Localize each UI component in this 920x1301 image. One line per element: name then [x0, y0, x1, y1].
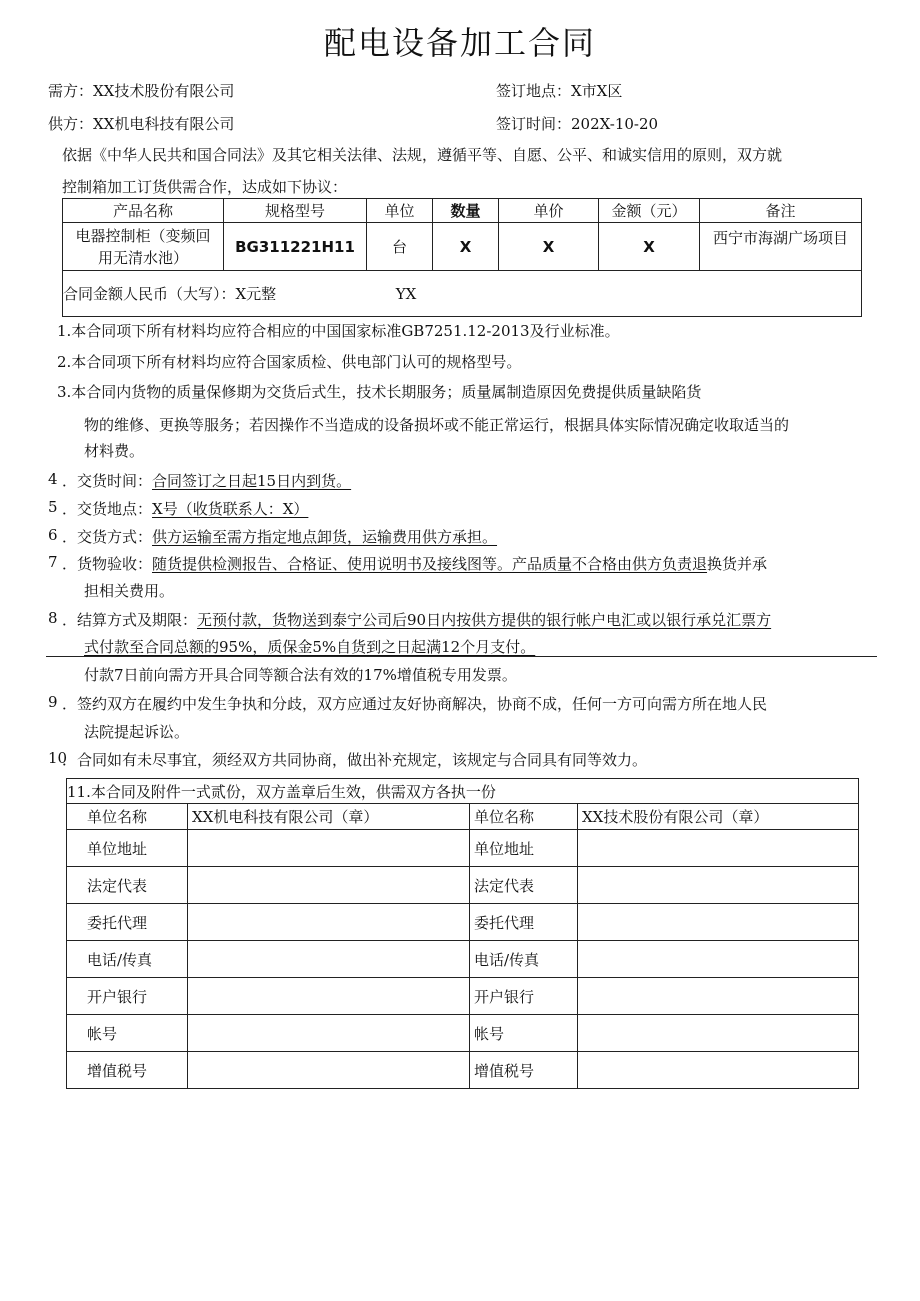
clause-5-value: X号（收货联系人：X）	[152, 500, 309, 518]
left-value-field[interactable]	[188, 830, 470, 867]
right-label: 法定代表	[470, 867, 578, 904]
clause-6	[62, 526, 497, 547]
right-label: 开户银行	[470, 978, 578, 1015]
right-value-field[interactable]	[578, 1052, 859, 1089]
product-note: 西宁市海湖广场项目	[700, 223, 862, 271]
left-label: 帐号	[67, 1015, 188, 1052]
clause-3-line-3: 材料费。	[84, 442, 145, 460]
left-label: 开户银行	[67, 978, 188, 1015]
product-qty: X	[433, 223, 499, 271]
signature-row	[67, 1052, 859, 1089]
clause-7-value: 随货提供检测报告、合格证、使用说明书及接线图等。产品质量不合格由供方负责退	[152, 555, 708, 573]
right-value-field[interactable]	[578, 904, 859, 941]
clause-6-number: 6	[48, 526, 58, 544]
clause-5-number: 5	[48, 498, 58, 516]
clause-8	[62, 609, 771, 630]
clause-9-number: 9	[48, 693, 58, 711]
left-label: 增值税号	[67, 1052, 188, 1089]
left-company: XX机电科技有限公司（章）	[188, 804, 470, 830]
product-table-header	[63, 199, 862, 223]
left-value-field[interactable]	[188, 867, 470, 904]
left-label: 法定代表	[67, 867, 188, 904]
header-unit: 单位	[367, 199, 433, 223]
header-price: 单价	[499, 199, 599, 223]
clause-4-label: ．交货时间：	[62, 472, 153, 490]
signature-row	[67, 978, 859, 1015]
sign-place: 签订地点：X市X区	[496, 82, 623, 100]
product-name-cell	[63, 223, 224, 271]
left-value-field[interactable]	[188, 978, 470, 1015]
left-value-field[interactable]	[188, 1052, 470, 1089]
clause-8-line-2: 式付款至合同总额的95%，质保金5%自货到之日起满12个月支付。	[84, 638, 536, 656]
right-label: 委托代理	[470, 904, 578, 941]
clause-10: ．合同如有未尽事宜，须经双方共同协商，做出补充规定，该规定与合同具有同等效力。	[62, 751, 648, 769]
clause-3-line-2: 物的维修、更换等服务；若因操作不当造成的设备损坏或不能正常运行，根据具体实际情况确定收取适当的	[84, 416, 790, 434]
clause-2: 2.本合同项下所有材料均应符合国家质检、供电部门认可的规格型号。	[57, 353, 522, 371]
clause-6-value: 供方运输至需方指定地点卸货，运输费用供方承担。	[152, 528, 498, 546]
signature-row	[67, 1015, 859, 1052]
right-value-field[interactable]	[578, 830, 859, 867]
clause-8-value: 无预付款，货物送到泰宁公司后90日内按供方提供的银行帐户电汇或以银行承兑汇票方	[197, 611, 772, 629]
signature-heading-row	[67, 779, 859, 804]
clause-5-label: ．交货地点：	[62, 500, 153, 518]
product-table	[62, 198, 862, 317]
right-label: 帐号	[470, 1015, 578, 1052]
left-label: 委托代理	[67, 904, 188, 941]
clause-7-tail: 换货并承	[707, 555, 768, 573]
signature-heading: 11.本合同及附件一式贰份，双方盖章后生效，供需双方各执一份	[67, 779, 859, 804]
right-label: 单位名称	[470, 804, 578, 830]
right-label: 增值税号	[470, 1052, 578, 1089]
signature-row	[67, 867, 859, 904]
total-cell	[63, 271, 862, 317]
signature-row	[67, 941, 859, 978]
left-label: 电话/传真	[67, 941, 188, 978]
left-value-field[interactable]	[188, 941, 470, 978]
left-label: 单位地址	[67, 830, 188, 867]
product-name-line-1: 电器控制柜（变频回	[75, 226, 211, 245]
divider-line	[46, 656, 877, 657]
right-value-field[interactable]	[578, 867, 859, 904]
clause-7-line-2: 担相关费用。	[84, 582, 175, 600]
right-label: 电话/传真	[470, 941, 578, 978]
signature-row	[67, 804, 859, 830]
right-company: XX技术股份有限公司（章）	[578, 804, 859, 830]
header-amount: 金额（元）	[599, 199, 700, 223]
signature-table	[66, 778, 859, 1089]
clause-1: 1.本合同项下所有材料均应符合相应的中国国家标准GB7251.12-2013及行业标准。	[57, 322, 620, 340]
product-amount: X	[599, 223, 700, 271]
clause-4	[62, 470, 351, 491]
clause-9-line-1: ．签约双方在履约中发生争执和分歧，双方应通过友好协商解决，协商不成，任何一方可向需方所在地人民	[62, 695, 768, 713]
clause-4-value: 合同签订之日起15日内到货。	[152, 472, 352, 490]
left-value-field[interactable]	[188, 1015, 470, 1052]
left-value-field[interactable]	[188, 904, 470, 941]
clause-9-line-2: 法院提起诉讼。	[84, 723, 190, 741]
clause-6-label: ．交货方式：	[62, 528, 153, 546]
product-price: X	[499, 223, 599, 271]
buyer-info: 需方：XX技术股份有限公司	[48, 82, 235, 100]
clause-8-label: ．结算方式及期限：	[62, 611, 198, 629]
clause-5	[62, 498, 308, 519]
right-label: 单位地址	[470, 830, 578, 867]
supplier-info: 供方：XX机电科技有限公司	[48, 115, 235, 133]
clause-8-line-3: 付款7日前向需方开具合同等额合法有效的17%增值税专用发票。	[84, 666, 517, 684]
header-note: 备注	[700, 199, 862, 223]
header-model: 规格型号	[224, 199, 367, 223]
right-value-field[interactable]	[578, 978, 859, 1015]
clause-3-line-1: 3.本合同内货物的质量保修期为交货后式生，技术长期服务；质量属制造原因免费提供质量缺陷货	[57, 383, 702, 401]
intro-line-2: 控制箱加工订货供需合作，达成如下协议：	[62, 178, 348, 196]
right-value-field[interactable]	[578, 941, 859, 978]
intro-line-1: 依据《中华人民共和国合同法》及其它相关法律、法规，遵循平等、自愿、公平、和诚实信用的原则，双方就	[62, 146, 783, 164]
product-model: BG311221H11	[224, 223, 367, 271]
left-label: 单位名称	[67, 804, 188, 830]
page-title: 配电设备加工合同	[323, 24, 596, 62]
clause-7	[62, 553, 767, 574]
header-product-name: 产品名称	[63, 199, 224, 223]
total-row	[63, 271, 862, 317]
product-unit: 台	[367, 223, 433, 271]
total-amount-small: YX	[395, 285, 417, 303]
signature-row	[67, 904, 859, 941]
clause-7-label: ．货物验收：	[62, 555, 153, 573]
total-amount-text: 合同金额人民币（大写）：X元整	[63, 285, 277, 303]
clause-8-number: 8	[48, 609, 58, 627]
product-row	[63, 223, 862, 271]
signature-row	[67, 830, 859, 867]
clause-4-number: 4	[48, 470, 58, 488]
header-qty: 数量	[433, 199, 499, 223]
right-value-field[interactable]	[578, 1015, 859, 1052]
clause-7-number: 7	[48, 553, 58, 571]
sign-time: 签订时间：202X-10-20	[496, 115, 659, 133]
product-name-line-2: 用无清水池）	[97, 248, 188, 267]
clause-10-number: 10	[48, 749, 68, 767]
